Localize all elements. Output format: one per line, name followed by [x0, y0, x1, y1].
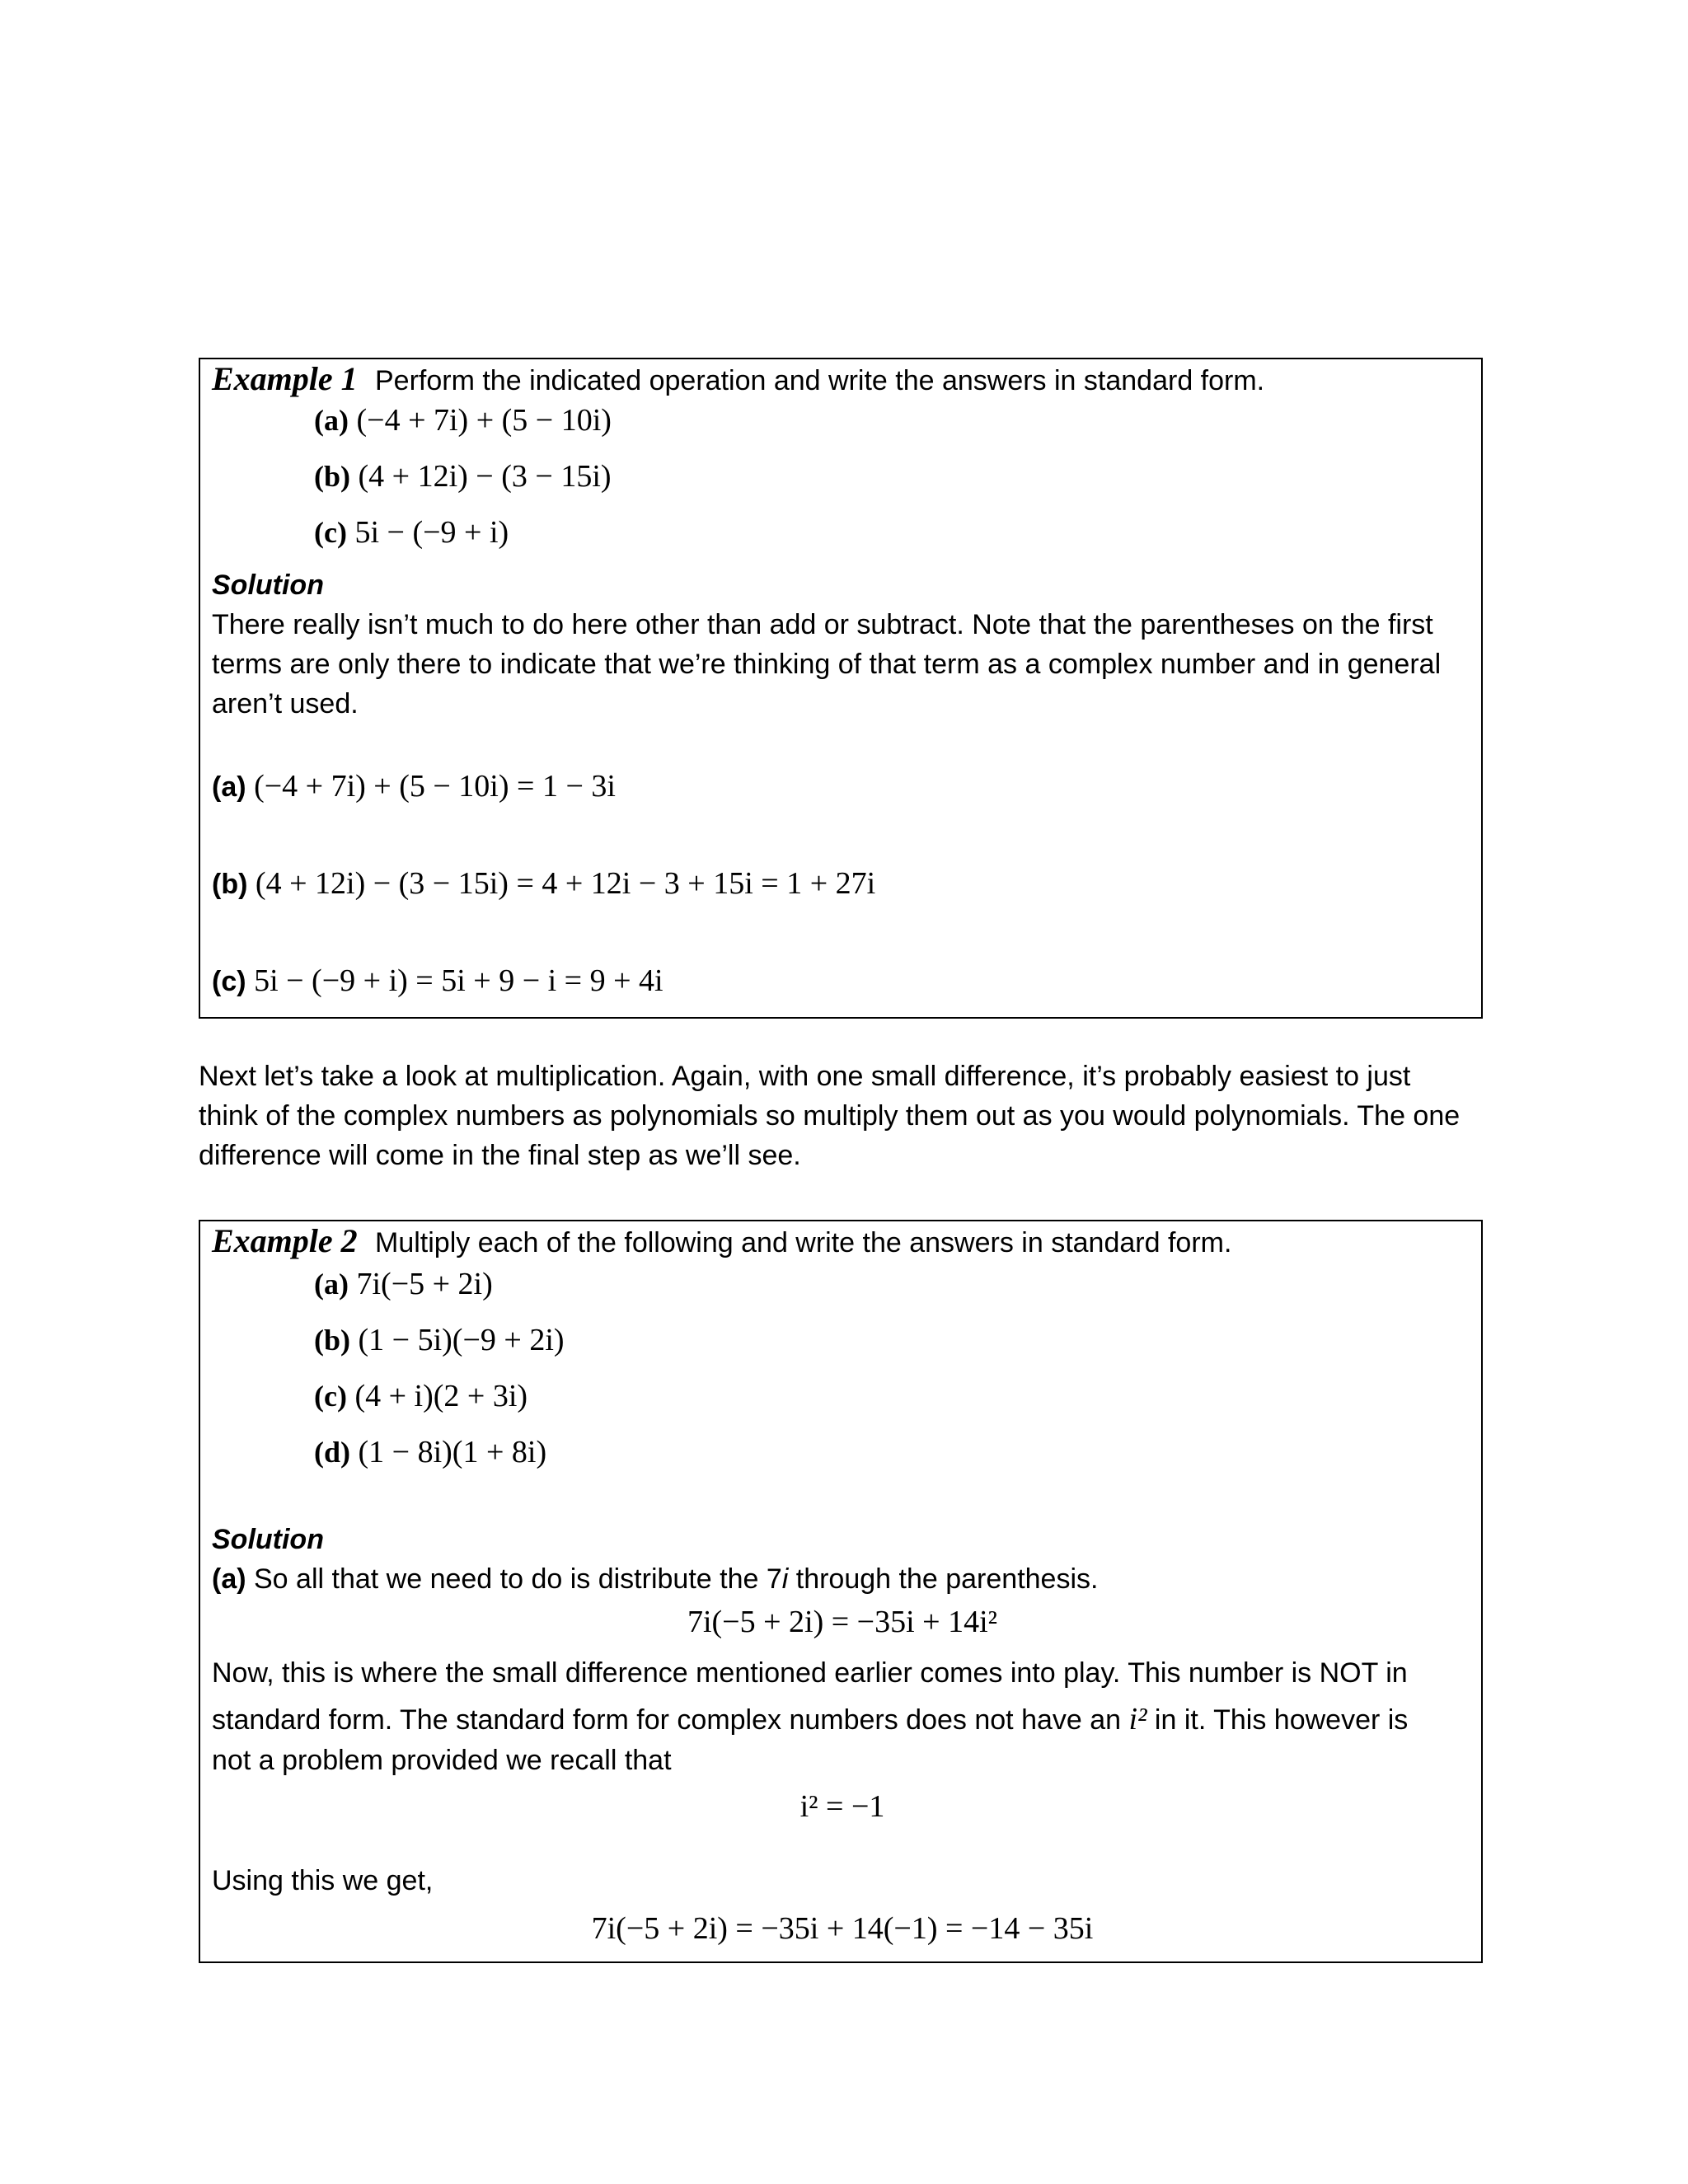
example-2-prompt: Multiply each of the following and write the answers in standard form. [375, 1227, 1232, 1258]
example-1-solution-heading: Solution [212, 569, 324, 601]
example-2-para-line-2: standard form. The standard form for complex numbers does not have an i² in it. This however is [212, 1702, 1409, 1736]
example-1-answer-c: (c) 5i − (−9 + i) = 5i + 9 − i = 9 + 4i [212, 963, 663, 998]
example-1-part-a: (a) (−4 + 7i) + (5 − 10i) [314, 403, 612, 438]
using-this-line: Using this we get, [212, 1865, 434, 1896]
example-2-part-a: (a) 7i(−5 + 2i) [314, 1267, 493, 1301]
inline-i-squared: i² [1128, 1702, 1147, 1736]
example-1-label: Example 1 [212, 360, 358, 397]
example-1-box [199, 358, 1483, 1019]
example-2-para-line-3: not a problem provided we recall that [212, 1745, 672, 1776]
example-1-part-b-expr: (4 + 12i) − (3 − 15i) [358, 459, 612, 494]
example-1-answer-b: (b) (4 + 12i) − (3 − 15i) = 4 + 12i − 3 + 15i = 1 + 27i [212, 866, 876, 901]
example-1-answer-a: (a) (−4 + 7i) + (5 − 10i) = 1 − 3i [212, 769, 616, 804]
example-2-part-b: (b) (1 − 5i)(−9 + 2i) [314, 1323, 565, 1357]
body-paragraph-line-1: Next let’s take a look at multiplication. Again, with one small difference, it’s probably easiest to just [199, 1061, 1411, 1092]
example-1-part-a-expr: (−4 + 7i) + (5 − 10i) [356, 403, 612, 438]
example-2-label: Example 2 [212, 1222, 358, 1259]
body-paragraph-line-3: difference will come in the final step as we’ll see. [199, 1140, 801, 1171]
example-2-solution-heading: Solution [212, 1524, 324, 1555]
equation-i-squared: i² = −1 [799, 1789, 885, 1824]
body-paragraph-line-2: think of the complex numbers as polynomials so multiply them out as you would polynomials. The one [199, 1100, 1461, 1132]
example-1-part-b: (b) (4 + 12i) − (3 − 15i) [314, 459, 612, 494]
example-2-part-d: (d) (1 − 8i)(1 + 8i) [314, 1435, 547, 1469]
example-2-part-c: (c) (4 + i)(2 + 3i) [314, 1379, 528, 1413]
example-1-intro-line-1: There really isn’t much to do here other than add or subtract. Note that the parentheses on the first [212, 609, 1433, 640]
example-2-box [199, 1220, 1483, 1963]
example-1-intro-line-2: terms are only there to indicate that we’re thinking of that term as a complex number and in general [212, 649, 1442, 680]
equation-final: 7i(−5 + 2i) = −35i + 14(−1) = −14 − 35i [591, 1911, 1094, 1946]
example-2-part-a-intro: (a) So all that we need to do is distribute the 7i through the parenthesis. [212, 1563, 1099, 1595]
example-1-prompt: Perform the indicated operation and write the answers in standard form. [375, 365, 1265, 396]
example-1-part-c-expr: 5i − (−9 + i) [354, 515, 509, 550]
example-2-para-line-1: Now, this is where the small difference mentioned earlier comes into play. This number is NOT in [212, 1657, 1408, 1689]
example-1-part-c: (c) 5i − (−9 + i) [314, 515, 509, 550]
example-1-intro-line-3: aren’t used. [212, 688, 359, 719]
equation-distribute: 7i(−5 + 2i) = −35i + 14i² [687, 1605, 998, 1639]
